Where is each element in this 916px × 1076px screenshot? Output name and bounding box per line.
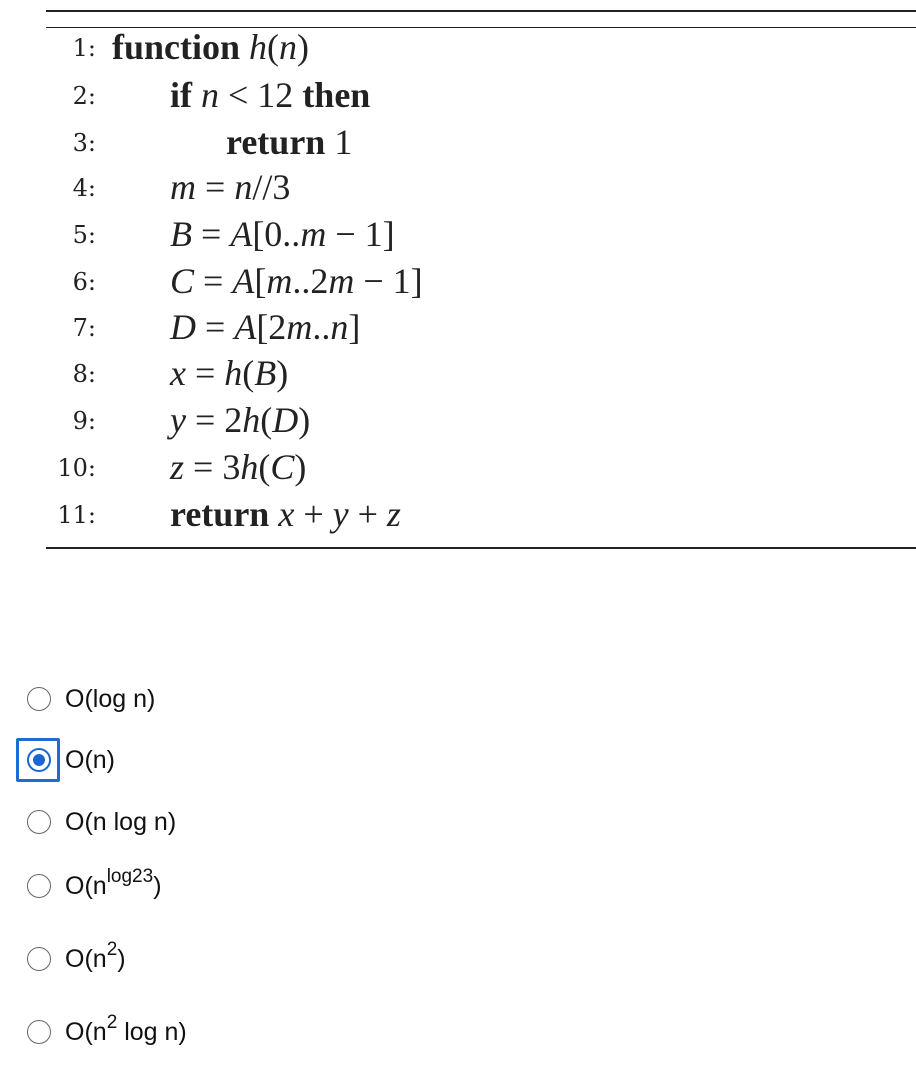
math-variable: n [201,75,219,115]
math-symbol: ( [242,353,255,393]
radio-button[interactable] [27,748,51,772]
radio-button[interactable] [27,947,51,971]
code-line [0,258,916,304]
code-text [226,121,352,163]
math-variable: C [270,447,295,487]
option-label: $O(n^{log23})$ [65,865,162,900]
bottom-rule [46,547,916,549]
code-line [0,72,916,118]
code-text [170,399,310,441]
math-variable: n [279,27,298,67]
math-symbol: ( [260,400,273,440]
code-line [0,211,916,257]
math-symbol: [2 [256,307,287,347]
keyword: return [170,494,279,534]
math-symbol: 1 [334,122,353,162]
option-o-n-squared[interactable] [20,937,420,981]
math-symbol: = [192,214,231,254]
line-number: 10: [57,454,96,482]
code-line [0,397,916,443]
line-number: 6: [72,268,96,296]
option-o-n-log-n[interactable] [20,800,420,844]
code-text [170,306,360,348]
line-number: 9: [72,407,96,435]
code-line [0,350,916,396]
line-number: 11: [57,501,96,529]
math-symbol: //3 [252,167,291,207]
code-line [0,164,916,210]
code-line [0,304,916,350]
math-symbol: ) [297,27,310,67]
math-symbol: ) [276,353,289,393]
keyword: if [170,75,201,115]
option-o-n-squared-log-n[interactable] [20,1010,420,1054]
math-symbol: ] [348,307,361,347]
math-variable: m [266,261,293,301]
option-o-n-log2-3[interactable] [20,864,420,908]
math-symbol: = [185,353,225,393]
code-line [0,491,916,537]
code-line [0,24,916,70]
math-variable: m [170,167,196,207]
math-variable: D [272,400,299,440]
math-variable: n [330,307,349,347]
keyword: function [112,27,250,67]
option-label: $O(n^2$ log n) [65,1011,187,1046]
code-text [170,493,401,535]
math-variable: h [224,353,243,393]
math-variable: y [332,494,349,534]
math-variable: m [286,307,313,347]
math-variable: m [328,261,355,301]
code-text [170,166,290,208]
math-variable: A [230,214,253,254]
code-text [170,446,306,488]
radio-button[interactable] [27,1020,51,1044]
math-variable: z [170,447,185,487]
radio-button[interactable] [27,874,51,898]
option-o-n[interactable] [20,738,420,782]
math-variable: n [234,167,253,207]
line-number: 8: [72,360,96,388]
math-variable: h [242,400,261,440]
code-text [170,352,288,394]
math-symbol: − 1] [354,261,423,301]
math-variable: x [278,494,295,534]
math-symbol: < 12 [219,75,303,115]
option-label: O(n log n) [65,807,177,836]
math-symbol: = [196,167,235,207]
option-label: $O(n^2)$ [65,938,126,973]
math-variable: x [170,353,186,393]
math-symbol: = 2 [185,400,243,440]
code-line [0,444,916,490]
math-variable: A [232,261,255,301]
math-symbol: [0.. [252,214,301,254]
keyword: then [302,75,371,115]
math-symbol: ) [294,447,307,487]
math-variable: y [170,400,186,440]
math-variable: C [170,261,195,301]
line-number: 1: [72,34,96,62]
line-number: 7: [72,314,96,342]
math-symbol: = [196,307,235,347]
math-symbol: ) [298,400,311,440]
math-symbol: + [294,494,333,534]
radio-button[interactable] [27,687,51,711]
math-variable: h [240,447,259,487]
code-text [170,213,395,255]
code-line [0,119,916,165]
code-text [170,260,423,302]
radio-button[interactable] [27,810,51,834]
math-variable: z [386,494,401,534]
math-symbol: .. [312,307,331,347]
keyword: return [226,122,335,162]
top-rule [46,10,916,12]
math-variable: D [170,307,196,347]
line-number: 3: [72,129,96,157]
code-text [112,26,309,68]
line-number: 2: [72,82,96,110]
math-variable: A [234,307,257,347]
code-text [170,74,370,116]
option-label: O(n) [65,745,115,774]
math-symbol: ..2 [292,261,329,301]
math-symbol: ( [267,27,280,67]
math-symbol: = [194,261,233,301]
math-variable: m [300,214,327,254]
math-variable: B [254,353,277,393]
math-variable: B [170,214,192,254]
math-symbol: ( [258,447,271,487]
option-label: O(log n) [65,684,156,713]
math-variable: h [249,27,268,67]
line-number: 4: [72,174,96,202]
math-symbol: − 1] [326,214,395,254]
math-symbol: = 3 [184,447,241,487]
line-number: 5: [72,221,96,249]
option-o-log-n[interactable] [20,677,420,721]
math-symbol: [ [254,261,267,301]
math-symbol: + [348,494,387,534]
